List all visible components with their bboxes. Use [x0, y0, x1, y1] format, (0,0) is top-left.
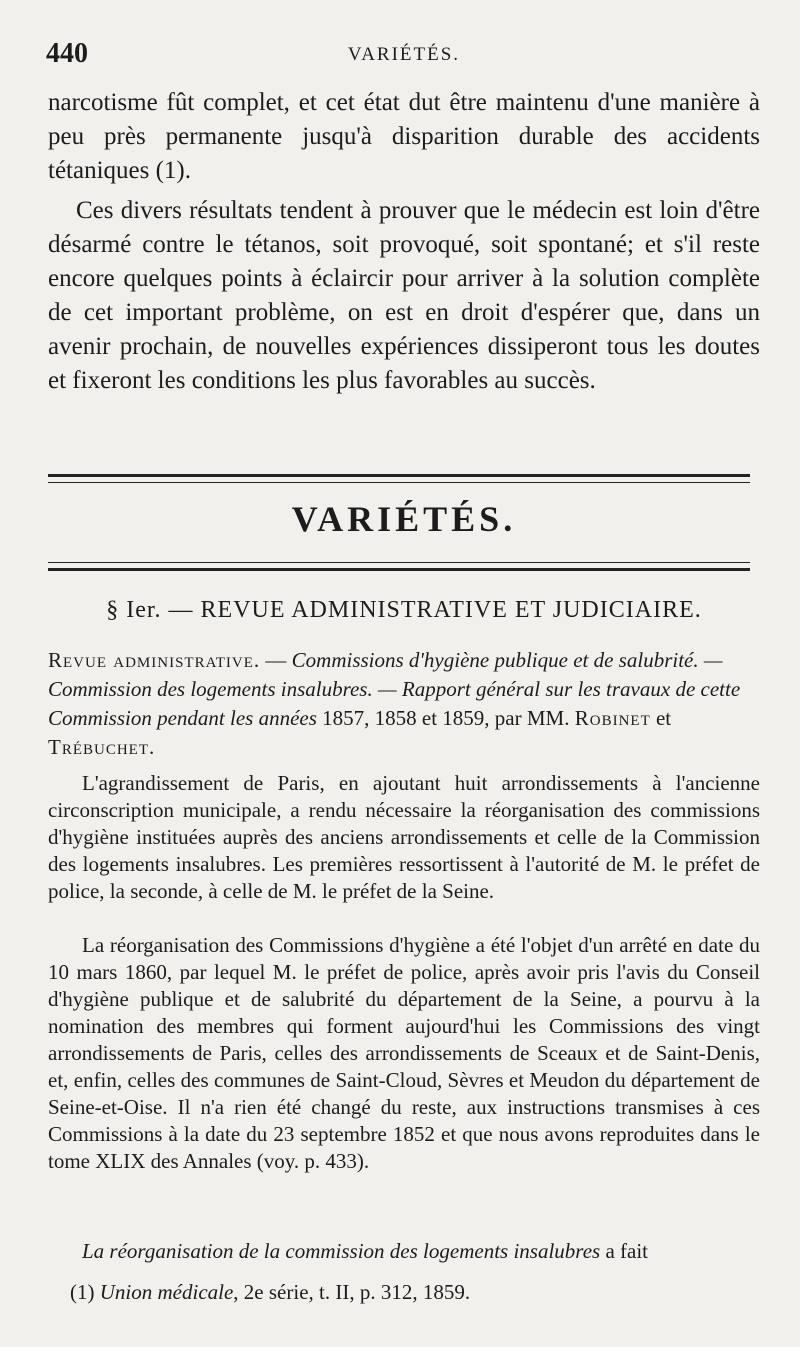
rubric-dash: —	[260, 648, 292, 672]
paragraph-last-line	[48, 1238, 760, 1265]
page-header	[46, 38, 762, 72]
rubric-end: .	[149, 735, 155, 759]
running-head: VARIÉTÉS.	[347, 44, 461, 65]
page-number: 440	[46, 38, 88, 69]
footnote-source: Union médicale	[99, 1280, 234, 1304]
paragraph-conclusion: Ces divers résultats tendent à prouver que le médecin est loin d'être désarmé contre le tétanos, soit provoqué, soit spontané; et s'il reste encore quelques points à éclaircir pour arriver à la solution complète de cet important problème, on est en droit d'espérer que, dans un avenir prochain, de nouvelles expériences dissiperont tous les doutes et fixeront les conditions les plus favorables au succès.	[48, 197, 760, 394]
bottom-rule-thin	[48, 562, 750, 563]
last-line-rest: a fait	[600, 1239, 648, 1263]
footnote-marker: (1)	[70, 1280, 95, 1304]
bottom-rule-thick	[48, 568, 750, 571]
rubric-years: 1857, 1858 et 1859, par MM.	[316, 706, 575, 730]
last-line-italic: La réorganisation de la commission des logements insalubres	[82, 1239, 601, 1263]
top-rule-thick	[48, 474, 750, 477]
rubric-author-trebuchet: Trébuchet	[48, 735, 149, 759]
paragraph-reorganisation: La réorganisation des Commissions d'hygiène a été l'objet d'un arrêté en date du 10 mars 1860, par lequel M. le préfet de police, après avoir pris l'avis du Conseil d'hygiène publique et de salubrité du département de la Seine, a pourvu à la nomination des membres qui forment aujourd'hui les Commissions des vingt arrondissements de Paris, celles des arrondissements de Sceaux et de Saint-Denis, et, enfin, celles des communes de Saint-Cloud, Sèvres et Meudon du département de Seine-et-Oise. Il n'a rien été changé du reste, aux instructions transmises à ces Commissions à la date du 23 septembre 1852 et que nous avons reproduites dans le tome XLIX des Annales (voy. p. 433).	[48, 933, 760, 1173]
rubric-author-robinet: Robinet	[574, 706, 651, 730]
footnote-rest: , 2e série, t. II, p. 312, 1859.	[233, 1280, 471, 1304]
rubric-title: Commissions d'hygiène publique et de salubrité. — Commission des logements insalubres. — Rapport général sur les travaux de cette Commission pendant les années	[48, 648, 741, 730]
top-rule-thin	[48, 482, 750, 483]
rubric-label: Revue administrative.	[48, 648, 261, 672]
footnote	[70, 1280, 470, 1305]
rubric-et: et	[650, 706, 672, 730]
rubric-heading	[48, 646, 760, 762]
section-title: VARIÉTÉS.	[291, 499, 517, 539]
paragraph-narcotisme: narcotisme fût complet, et cet état dut être maintenu d'une manière à peu près permanente jusqu'à disparition durable des accidents tétaniques (1).	[48, 89, 760, 184]
paragraph-agrandissement: L'agrandissement de Paris, en ajoutant huit arrondissements à l'ancienne circonscription municipale, a rendu nécessaire la réorganisation des commissions d'hygiène instituées auprès des anciens arrondissements et celle de la Commission des logements insalubres. Les premières ressortissent à l'autorité de M. le préfet de police, la seconde, à celle de M. le préfet de la Seine.	[48, 771, 760, 903]
subsection-heading: § Ier. — REVUE ADMINISTRATIVE ET JUDICIAIRE.	[106, 597, 702, 623]
